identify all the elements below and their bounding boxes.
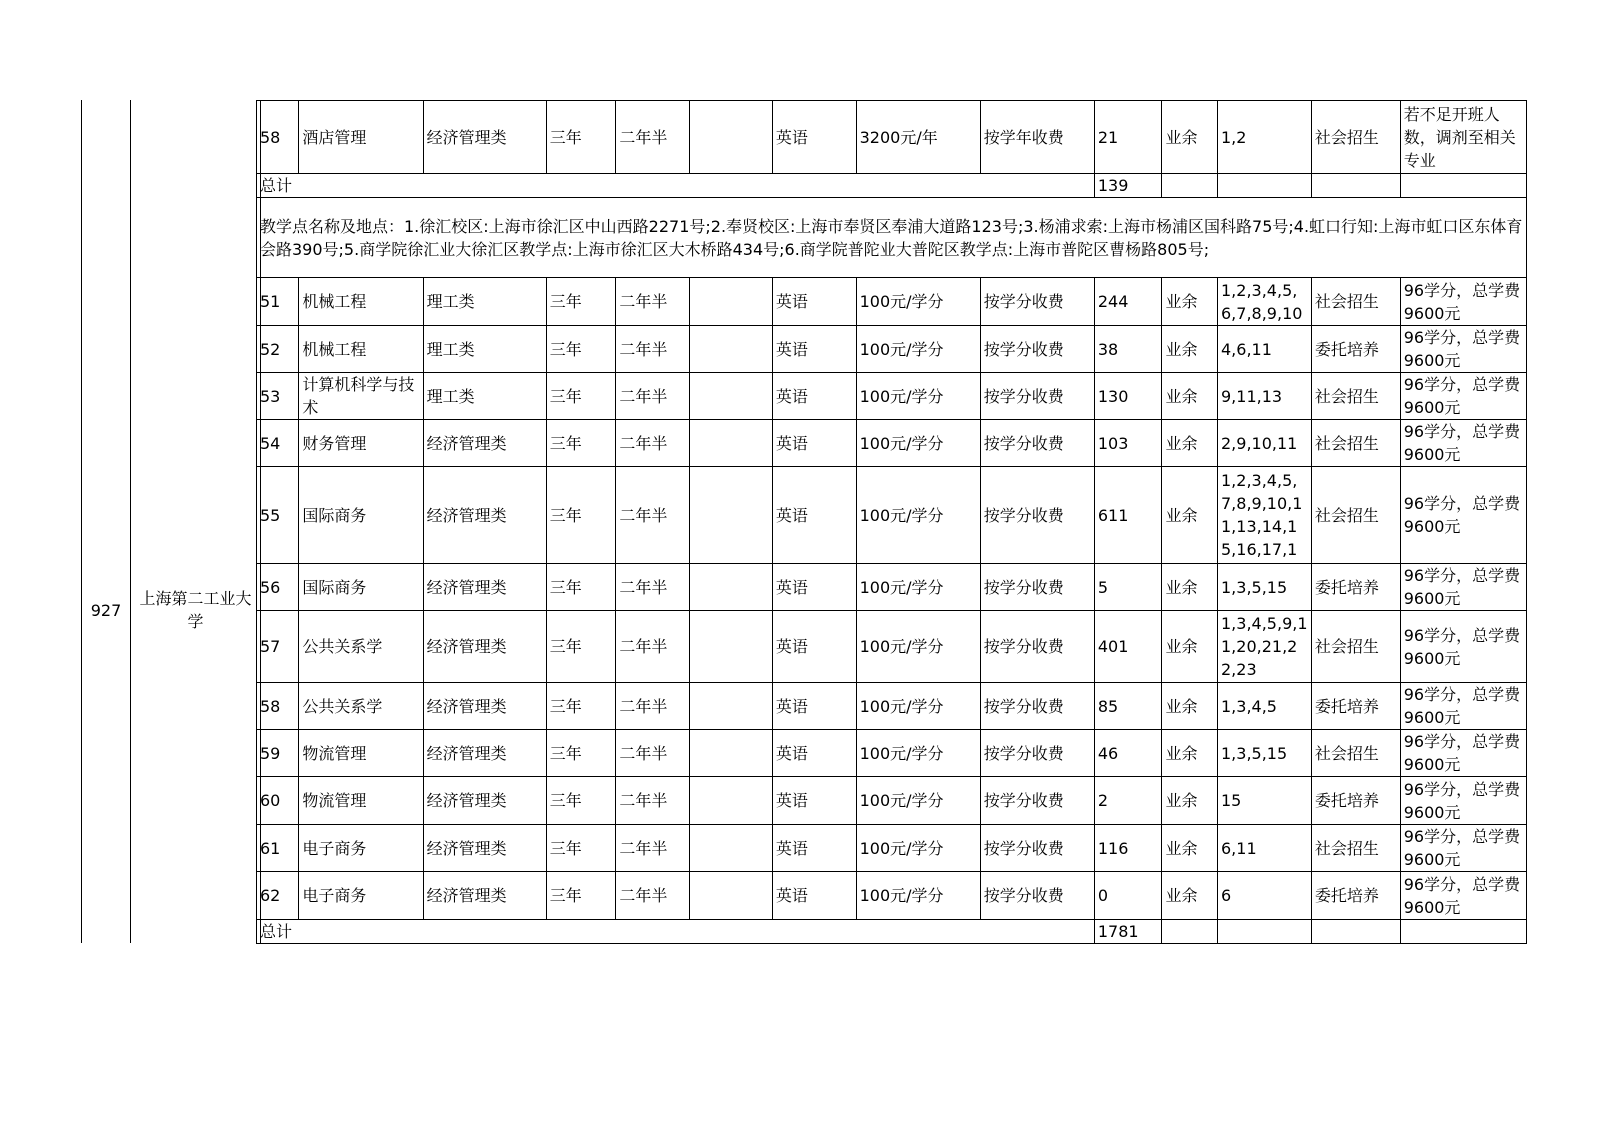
table-row: [257, 777, 1527, 825]
row-language: 英语: [772, 777, 856, 825]
row-note: 若不足开班人数，调剂至相关专业: [1400, 101, 1526, 174]
row-points: 1,3,4,5: [1218, 683, 1312, 730]
row-major: 计算机科学与技术: [299, 373, 423, 420]
row-fee-mode: 按学分收费: [980, 777, 1094, 825]
row-language: 英语: [772, 420, 856, 467]
row-years: 三年: [546, 373, 616, 420]
row-form: 业余: [1162, 872, 1218, 920]
row-fee-mode: 按学分收费: [980, 683, 1094, 730]
row-source: 委托培养: [1311, 326, 1400, 373]
row-fee-mode: 按学分收费: [980, 611, 1094, 683]
row-no: 54: [257, 420, 299, 467]
row-fee-mode: 按学分收费: [980, 278, 1094, 326]
total-empty-cell: [1311, 920, 1400, 944]
row-fee: 100元/学分: [856, 564, 980, 611]
row-category: 经济管理类: [423, 101, 546, 174]
row-count: 5: [1094, 564, 1162, 611]
row-study-years: 二年半: [616, 777, 690, 825]
row-language: 英语: [772, 730, 856, 777]
row-category: 经济管理类: [423, 777, 546, 825]
row-fee-mode: 按学分收费: [980, 825, 1094, 872]
row-no: 56: [257, 564, 299, 611]
row-major: 电子商务: [299, 872, 423, 920]
row-major: 机械工程: [299, 326, 423, 373]
row-points: 1,2: [1218, 101, 1312, 174]
total-empty-cell: [1162, 920, 1218, 944]
row-category: 经济管理类: [423, 420, 546, 467]
row-no: 52: [257, 326, 299, 373]
row-study-years: 二年半: [616, 730, 690, 777]
row-years: 三年: [546, 730, 616, 777]
row-fee: 100元/学分: [856, 278, 980, 326]
row-blank: [690, 872, 773, 920]
row-note: 96学分，总学费9600元: [1400, 872, 1526, 920]
row-study-years: 二年半: [616, 326, 690, 373]
school-name: 上海第二工业大学: [131, 277, 261, 943]
total-row: [257, 920, 1527, 944]
row-language: 英语: [772, 825, 856, 872]
row-source: 社会招生: [1311, 373, 1400, 420]
row-major: 公共关系学: [299, 683, 423, 730]
row-source: 社会招生: [1311, 825, 1400, 872]
table-row: [257, 467, 1527, 564]
table-row: [257, 373, 1527, 420]
table-row: [257, 825, 1527, 872]
row-blank: [690, 101, 773, 174]
total-empty-cell: [1311, 174, 1400, 198]
row-language: 英语: [772, 564, 856, 611]
row-points: 1,3,5,15: [1218, 564, 1312, 611]
row-points: 4,6,11: [1218, 326, 1312, 373]
school-code: 927: [82, 277, 131, 943]
row-blank: [690, 420, 773, 467]
row-points: 1,3,5,15: [1218, 730, 1312, 777]
row-category: 经济管理类: [423, 825, 546, 872]
total-empty-cell: [1400, 174, 1526, 198]
row-note: 96学分，总学费9600元: [1400, 420, 1526, 467]
row-count: 103: [1094, 420, 1162, 467]
row-source: 社会招生: [1311, 101, 1400, 174]
total-value: 139: [1094, 174, 1162, 198]
row-count: 116: [1094, 825, 1162, 872]
table-row: [257, 420, 1527, 467]
table-row: [257, 872, 1527, 920]
row-points: 1,3,4,5,9,11,20,21,22,23: [1218, 611, 1312, 683]
total-label: 总计: [257, 920, 1095, 944]
total-label: 总计: [257, 174, 1095, 198]
row-source: 社会招生: [1311, 278, 1400, 326]
row-study-years: 二年半: [616, 420, 690, 467]
row-major: 物流管理: [299, 730, 423, 777]
row-count: 2: [1094, 777, 1162, 825]
row-no: 51: [257, 278, 299, 326]
row-blank: [690, 564, 773, 611]
row-note: 96学分，总学费9600元: [1400, 825, 1526, 872]
total-empty-cell: [1218, 920, 1312, 944]
row-form: 业余: [1162, 101, 1218, 174]
row-blank: [690, 777, 773, 825]
row-count: 130: [1094, 373, 1162, 420]
row-fee: 100元/学分: [856, 420, 980, 467]
row-note: 96学分，总学费9600元: [1400, 373, 1526, 420]
row-form: 业余: [1162, 611, 1218, 683]
row-form: 业余: [1162, 420, 1218, 467]
row-category: 经济管理类: [423, 564, 546, 611]
row-major: 国际商务: [299, 564, 423, 611]
row-study-years: 二年半: [616, 683, 690, 730]
row-source: 委托培养: [1311, 777, 1400, 825]
row-language: 英语: [772, 101, 856, 174]
row-source: 委托培养: [1311, 872, 1400, 920]
row-study-years: 二年半: [616, 467, 690, 564]
row-count: 85: [1094, 683, 1162, 730]
row-study-years: 二年半: [616, 278, 690, 326]
teaching-points-row: [257, 198, 1527, 278]
table-row: [257, 278, 1527, 326]
row-no: 62: [257, 872, 299, 920]
row-major: 公共关系学: [299, 611, 423, 683]
row-no: 58: [257, 683, 299, 730]
row-points: 2,9,10,11: [1218, 420, 1312, 467]
school-code-cell-top: [82, 100, 131, 277]
row-points: 1,2,3,4,5,6,7,8,9,10: [1218, 278, 1312, 326]
row-fee: 100元/学分: [856, 611, 980, 683]
row-count: 0: [1094, 872, 1162, 920]
row-form: 业余: [1162, 326, 1218, 373]
row-blank: [690, 683, 773, 730]
row-form: 业余: [1162, 730, 1218, 777]
row-major: 机械工程: [299, 278, 423, 326]
row-no: 59: [257, 730, 299, 777]
row-language: 英语: [772, 611, 856, 683]
row-language: 英语: [772, 872, 856, 920]
row-major: 酒店管理: [299, 101, 423, 174]
row-fee-mode: 按学分收费: [980, 730, 1094, 777]
row-fee-mode: 按学分收费: [980, 373, 1094, 420]
row-blank: [690, 611, 773, 683]
row-source: 社会招生: [1311, 611, 1400, 683]
row-note: 96学分，总学费9600元: [1400, 467, 1526, 564]
row-category: 经济管理类: [423, 467, 546, 564]
row-fee: 100元/学分: [856, 730, 980, 777]
row-fee: 3200元/年: [856, 101, 980, 174]
row-years: 三年: [546, 101, 616, 174]
row-points: 1,2,3,4,5,7,8,9,10,11,13,14,15,16,17,1: [1218, 467, 1312, 564]
row-study-years: 二年半: [616, 825, 690, 872]
row-form: 业余: [1162, 564, 1218, 611]
row-study-years: 二年半: [616, 101, 690, 174]
row-form: 业余: [1162, 278, 1218, 326]
total-value: 1781: [1094, 920, 1162, 944]
row-study-years: 二年半: [616, 564, 690, 611]
row-category: 理工类: [423, 373, 546, 420]
row-category: 理工类: [423, 326, 546, 373]
row-years: 三年: [546, 777, 616, 825]
row-study-years: 二年半: [616, 373, 690, 420]
row-note: 96学分，总学费9600元: [1400, 777, 1526, 825]
row-blank: [690, 467, 773, 564]
row-fee-mode: 按学分收费: [980, 467, 1094, 564]
row-fee-mode: 按学分收费: [980, 420, 1094, 467]
table-row: [257, 730, 1527, 777]
row-note: 96学分，总学费9600元: [1400, 278, 1526, 326]
row-years: 三年: [546, 611, 616, 683]
row-major: 电子商务: [299, 825, 423, 872]
row-fee: 100元/学分: [856, 467, 980, 564]
row-language: 英语: [772, 467, 856, 564]
row-form: 业余: [1162, 373, 1218, 420]
row-blank: [690, 825, 773, 872]
total-empty-cell: [1218, 174, 1312, 198]
total-empty-cell: [1400, 920, 1526, 944]
row-count: 401: [1094, 611, 1162, 683]
row-study-years: 二年半: [616, 872, 690, 920]
row-major: 财务管理: [299, 420, 423, 467]
row-count: 611: [1094, 467, 1162, 564]
row-no: 58: [257, 101, 299, 174]
row-fee-mode: 按学分收费: [980, 326, 1094, 373]
row-form: 业余: [1162, 683, 1218, 730]
row-source: 社会招生: [1311, 467, 1400, 564]
school-column-table: [81, 100, 261, 943]
row-note: 96学分，总学费9600元: [1400, 326, 1526, 373]
row-points: 15: [1218, 777, 1312, 825]
row-blank: [690, 373, 773, 420]
row-years: 三年: [546, 278, 616, 326]
table-row: [257, 611, 1527, 683]
row-fee: 100元/学分: [856, 683, 980, 730]
row-years: 三年: [546, 825, 616, 872]
school-name-cell-top: [131, 100, 261, 277]
row-years: 三年: [546, 420, 616, 467]
row-no: 61: [257, 825, 299, 872]
row-form: 业余: [1162, 777, 1218, 825]
row-years: 三年: [546, 326, 616, 373]
row-no: 55: [257, 467, 299, 564]
row-count: 38: [1094, 326, 1162, 373]
row-category: 经济管理类: [423, 730, 546, 777]
row-blank: [690, 278, 773, 326]
row-blank: [690, 730, 773, 777]
row-fee-mode: 按学分收费: [980, 872, 1094, 920]
row-fee: 100元/学分: [856, 872, 980, 920]
row-note: 96学分，总学费9600元: [1400, 683, 1526, 730]
row-major: 国际商务: [299, 467, 423, 564]
table-row: [257, 564, 1527, 611]
row-blank: [690, 326, 773, 373]
row-count: 244: [1094, 278, 1162, 326]
row-study-years: 二年半: [616, 611, 690, 683]
row-note: 96学分，总学费9600元: [1400, 730, 1526, 777]
table-row: [257, 101, 1527, 174]
teaching-points-note: 教学点名称及地点：1.徐汇校区:上海市徐汇区中山西路2271号;2.奉贤校区:上海市奉贤区奉浦大道路123号;3.杨浦求索:上海市杨浦区国科路75号;4.虹口行知:上海市虹口区东体育会路390号;5.商学院徐汇业大徐汇区教学点:上海市徐汇区大木桥路434号;6.商学院普陀业大普陀区教学点:上海市普陀区曹杨路805号;: [257, 198, 1527, 278]
row-source: 社会招生: [1311, 730, 1400, 777]
row-major: 物流管理: [299, 777, 423, 825]
row-years: 三年: [546, 683, 616, 730]
row-form: 业余: [1162, 467, 1218, 564]
enrollment-table: [256, 100, 1527, 944]
row-years: 三年: [546, 467, 616, 564]
row-category: 经济管理类: [423, 872, 546, 920]
row-years: 三年: [546, 872, 616, 920]
row-language: 英语: [772, 326, 856, 373]
total-row: [257, 174, 1527, 198]
row-count: 46: [1094, 730, 1162, 777]
row-source: 委托培养: [1311, 564, 1400, 611]
row-years: 三年: [546, 564, 616, 611]
row-fee: 100元/学分: [856, 373, 980, 420]
table-row: [257, 326, 1527, 373]
row-points: 9,11,13: [1218, 373, 1312, 420]
row-fee-mode: 按学分收费: [980, 564, 1094, 611]
row-source: 委托培养: [1311, 683, 1400, 730]
row-language: 英语: [772, 278, 856, 326]
row-points: 6,11: [1218, 825, 1312, 872]
row-fee: 100元/学分: [856, 326, 980, 373]
row-no: 53: [257, 373, 299, 420]
row-language: 英语: [772, 683, 856, 730]
table-row: [257, 683, 1527, 730]
row-source: 社会招生: [1311, 420, 1400, 467]
row-language: 英语: [772, 373, 856, 420]
row-category: 理工类: [423, 278, 546, 326]
row-category: 经济管理类: [423, 611, 546, 683]
row-no: 57: [257, 611, 299, 683]
row-note: 96学分，总学费9600元: [1400, 611, 1526, 683]
row-form: 业余: [1162, 825, 1218, 872]
row-note: 96学分，总学费9600元: [1400, 564, 1526, 611]
row-category: 经济管理类: [423, 683, 546, 730]
row-fee: 100元/学分: [856, 825, 980, 872]
total-empty-cell: [1162, 174, 1218, 198]
row-no: 60: [257, 777, 299, 825]
row-fee-mode: 按学年收费: [980, 101, 1094, 174]
row-fee: 100元/学分: [856, 777, 980, 825]
row-points: 6: [1218, 872, 1312, 920]
row-count: 21: [1094, 101, 1162, 174]
